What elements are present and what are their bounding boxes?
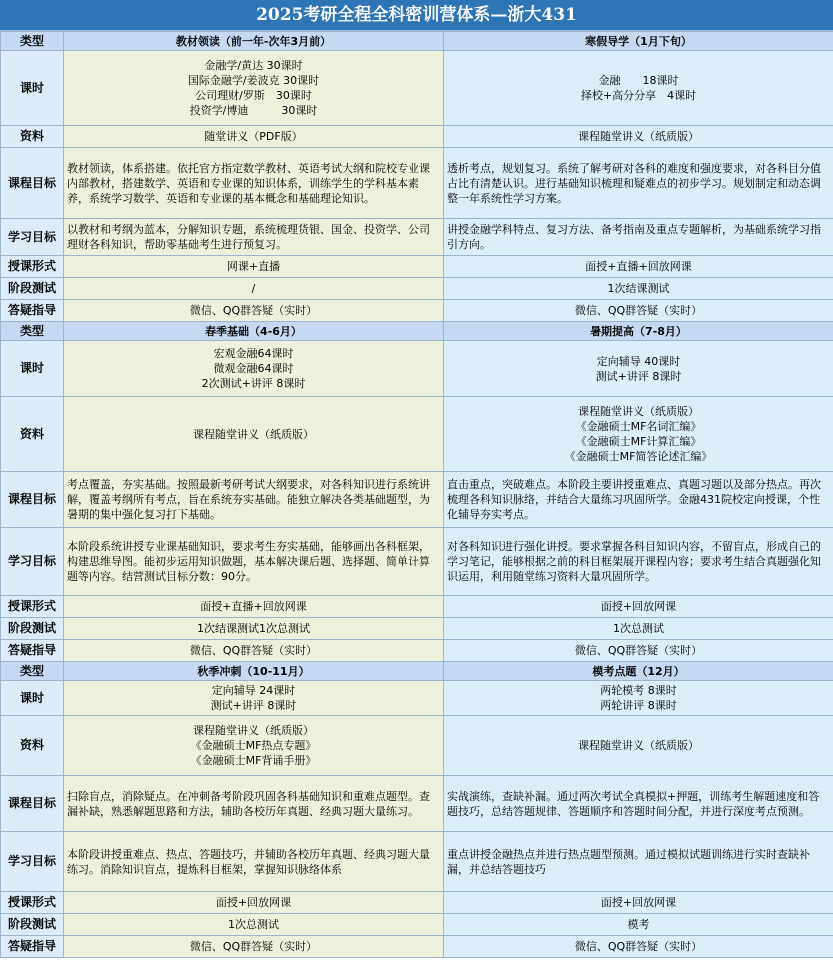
- row-test: [1, 618, 833, 640]
- hours-item: 公司理财/罗斯 30课时: [195, 89, 312, 102]
- left-materials-cell: [64, 126, 444, 148]
- hours-item: 测试+讲评 8课时: [210, 699, 297, 712]
- left-materials-cell: [64, 397, 444, 472]
- right-materials-cell: [444, 126, 833, 148]
- hours-item: 2次测试+讲评 8课时: [201, 377, 306, 390]
- hours-item: 两轮模考 8课时: [600, 684, 677, 697]
- row-materials: [1, 716, 833, 776]
- left-course-goal-cell: 考点覆盖，夯实基础。按照最新考研考试大纲要求，对各科知识进行系统讲解，覆盖考纲所有考点，旨在系统夯实基础。能独立解决各类基础题型，为暑期的集中强化复习打下基础。: [64, 472, 444, 528]
- row-materials: [1, 397, 833, 472]
- right-format-cell: 面授+回放网课: [444, 596, 833, 618]
- right-test-cell: 1次总测试: [444, 618, 833, 640]
- row-qa: [1, 936, 833, 958]
- row-label-test: 阶段测试: [1, 278, 64, 300]
- row-course-goal: [1, 776, 833, 832]
- left-learning-goal-cell: 本阶段讲授重难点、热点、答题技巧，并辅助各校历年真题、经典习题大量练习。消除知识盲点，提炼科目框架，掌握知识脉络体系: [64, 832, 444, 892]
- left-hours-cell: [64, 51, 444, 126]
- row-learning-goal: [1, 219, 833, 256]
- row-hours: [1, 341, 833, 397]
- right-phase-cell: 寒假导学（1月下旬）: [444, 32, 833, 51]
- material-item: 《金融硕士MF名词汇编》: [575, 420, 702, 433]
- left-hours-cell: [64, 681, 444, 716]
- hours-item: 投资学/博迪 30课时: [189, 104, 318, 117]
- right-phase-cell: 模考点题（12月）: [444, 662, 833, 681]
- hours-item: 宏观金融64课时: [213, 347, 294, 360]
- left-course-goal-cell: 扫除盲点，消除疑点。在冲刺备考阶段巩固各科基础知识和重难点题型。查漏补缺，熟悉解题思路和方法，辅助各校历年真题、经典习题大量练习。: [64, 776, 444, 832]
- right-format-cell: 面授+回放网课: [444, 892, 833, 914]
- left-materials-cell: [64, 716, 444, 776]
- right-learning-goal-cell: 讲授金融学科特点、复习方法、备考指南及重点专题解析，为基础系统学习指引方向。: [444, 219, 833, 256]
- hours-item: 定向辅导 40课时: [596, 354, 681, 368]
- course-table: [0, 31, 833, 958]
- left-learning-goal-cell: 以教材和考纲为蓝本，分解知识专题，系统梳理货银、国金、投资学、公司理财各科知识，帮助零基础考生进行预复习。: [64, 219, 444, 256]
- right-test-cell: 模考: [444, 914, 833, 936]
- row-label-materials: 资料: [1, 397, 64, 472]
- material-item: 《金融硕士MF简答论述汇编》: [564, 450, 713, 463]
- left-phase-cell: 教材领读（前一年-次年3月前）: [64, 32, 444, 51]
- hours-item: 择校+高分分享 4课时: [580, 89, 697, 102]
- page-title: 2025考研全程全科密训营体系—浙大431: [0, 0, 833, 31]
- left-qa-cell: 微信、QQ群答疑（实时）: [64, 640, 444, 662]
- right-hours-cell: [444, 681, 833, 716]
- material-item: 课程随堂讲义（纸质版）: [193, 724, 314, 737]
- left-learning-goal-cell: 本阶段系统讲授专业课基础知识，要求考生夯实基础，能够画出各科框架，构建思维导图。能初步运用知识做题，基本解决课后题、选择题、简单计算题等内容。结营测试目标分数：90分。: [64, 528, 444, 596]
- row-format: [1, 892, 833, 914]
- row-label-qa: 答疑指导: [1, 300, 64, 322]
- row-materials: [1, 126, 833, 148]
- hours-item: 金融学/黄达 30课时: [204, 59, 303, 72]
- row-label-course-goal: 课程目标: [1, 776, 64, 832]
- material-item: 课程随堂讲义（纸质版）: [578, 130, 699, 143]
- hours-item: 两轮讲评 8课时: [600, 699, 677, 712]
- left-phase-cell: 春季基础（4-6月）: [64, 322, 444, 341]
- row-test: [1, 278, 833, 300]
- left-format-cell: 面授+直播+回放网课: [64, 596, 444, 618]
- left-test-cell: /: [64, 278, 444, 300]
- material-item: 课程随堂讲义（纸质版）: [578, 405, 699, 418]
- left-qa-cell: 微信、QQ群答疑（实时）: [64, 300, 444, 322]
- hours-item: 测试+讲评 8课时: [595, 369, 682, 383]
- row-label-hours: 课时: [1, 51, 64, 126]
- right-learning-goal-cell: 对各科知识进行强化讲授。要求掌握各科目知识内容，不留盲点，形成自己的学习笔记，能够根据之前的科目框架展开课程内容；要求考生结合真题强化知识运用，利用随堂练习资料大量巩固所学。: [444, 528, 833, 596]
- right-course-goal-cell: 实战演练，查缺补漏。通过两次考试全真模拟+押题，训练考生解题速度和答题技巧，总结答题规律、答题顺序和答题时间分配，并进行深度考点预测。: [444, 776, 833, 832]
- row-label-learning-goal: 学习目标: [1, 528, 64, 596]
- row-type: [1, 662, 833, 681]
- row-label-qa: 答疑指导: [1, 640, 64, 662]
- row-label-learning-goal: 学习目标: [1, 832, 64, 892]
- row-hours: [1, 51, 833, 126]
- right-materials-cell: [444, 716, 833, 776]
- material-item: 《金融硕士MF热点专题》: [190, 739, 317, 752]
- left-course-goal-cell: 教材领读，体系搭建。依托官方指定数学教材、英语考试大纲和院校专业课内部教材，搭建数学、英语和专业课的知识体系，训练学生的学科基本素养，系统学习数学、英语和专业课的基本概念和基础理论知识。: [64, 148, 444, 219]
- row-label-type: 类型: [1, 322, 64, 341]
- row-format: [1, 256, 833, 278]
- right-learning-goal-cell: 重点讲授金融热点并进行热点题型预测。通过模拟试题训练进行实时查缺补漏，并总结答题技巧: [444, 832, 833, 892]
- row-label-qa: 答疑指导: [1, 936, 64, 958]
- material-item: 课程随堂讲义（纸质版）: [193, 427, 314, 441]
- row-format: [1, 596, 833, 618]
- row-label-course-goal: 课程目标: [1, 472, 64, 528]
- row-label-type: 类型: [1, 662, 64, 681]
- left-qa-cell: 微信、QQ群答疑（实时）: [64, 936, 444, 958]
- row-label-materials: 资料: [1, 716, 64, 776]
- row-label-test: 阶段测试: [1, 914, 64, 936]
- right-course-goal-cell: 透析考点，规划复习。系统了解考研对各科的难度和强度要求，对各科目分值占比有清楚认识。进行基础知识梳理和疑难点的初步学习。规划制定和动态调整一年系统性学习方案。: [444, 148, 833, 219]
- row-course-goal: [1, 472, 833, 528]
- material-item: 随堂讲义（PDF版）: [204, 130, 303, 143]
- row-qa: [1, 300, 833, 322]
- left-format-cell: 网课+直播: [64, 256, 444, 278]
- row-label-format: 授课形式: [1, 256, 64, 278]
- left-test-cell: 1次结课测试1次总测试: [64, 618, 444, 640]
- right-course-goal-cell: 直击重点，突破难点。本阶段主要讲授重难点、真题习题以及部分热点。再次梳理各科知识脉络，并结合大量练习巩固所学。金融431院校定向授课，个性化辅导夯实考点。: [444, 472, 833, 528]
- left-format-cell: 面授+回放网课: [64, 892, 444, 914]
- material-item: 《金融硕士MF背诵手册》: [190, 754, 317, 767]
- right-qa-cell: 微信、QQ群答疑（实时）: [444, 936, 833, 958]
- row-label-type: 类型: [1, 32, 64, 51]
- row-label-materials: 资料: [1, 126, 64, 148]
- row-hours: [1, 681, 833, 716]
- left-hours-cell: [64, 341, 444, 397]
- hours-item: 微观金融64课时: [213, 362, 294, 375]
- right-qa-cell: 微信、QQ群答疑（实时）: [444, 640, 833, 662]
- row-label-learning-goal: 学习目标: [1, 219, 64, 256]
- row-course-goal: [1, 148, 833, 219]
- row-label-hours: 课时: [1, 681, 64, 716]
- right-phase-cell: 暑期提高（7-8月）: [444, 322, 833, 341]
- right-hours-cell: [444, 341, 833, 397]
- row-learning-goal: [1, 832, 833, 892]
- hours-item: 定向辅导 24课时: [211, 684, 296, 697]
- right-materials-cell: [444, 397, 833, 472]
- material-item: 《金融硕士MF计算汇编》: [575, 435, 702, 448]
- right-qa-cell: 微信、QQ群答疑（实时）: [444, 300, 833, 322]
- row-type: [1, 32, 833, 51]
- row-label-format: 授课形式: [1, 596, 64, 618]
- right-test-cell: 1次结课测试: [444, 278, 833, 300]
- right-hours-cell: [444, 51, 833, 126]
- hours-item: 金融 18课时: [598, 74, 679, 87]
- left-test-cell: 1次总测试: [64, 914, 444, 936]
- left-phase-cell: 秋季冲刺（10-11月）: [64, 662, 444, 681]
- row-test: [1, 914, 833, 936]
- row-label-hours: 课时: [1, 341, 64, 397]
- right-format-cell: 面授+直播+回放网课: [444, 256, 833, 278]
- row-learning-goal: [1, 528, 833, 596]
- row-label-format: 授课形式: [1, 892, 64, 914]
- row-label-course-goal: 课程目标: [1, 148, 64, 219]
- material-item: 课程随堂讲义（纸质版）: [578, 739, 699, 752]
- row-label-test: 阶段测试: [1, 618, 64, 640]
- hours-item: 国际金融学/姜波克 30课时: [187, 74, 320, 87]
- row-type: [1, 322, 833, 341]
- row-qa: [1, 640, 833, 662]
